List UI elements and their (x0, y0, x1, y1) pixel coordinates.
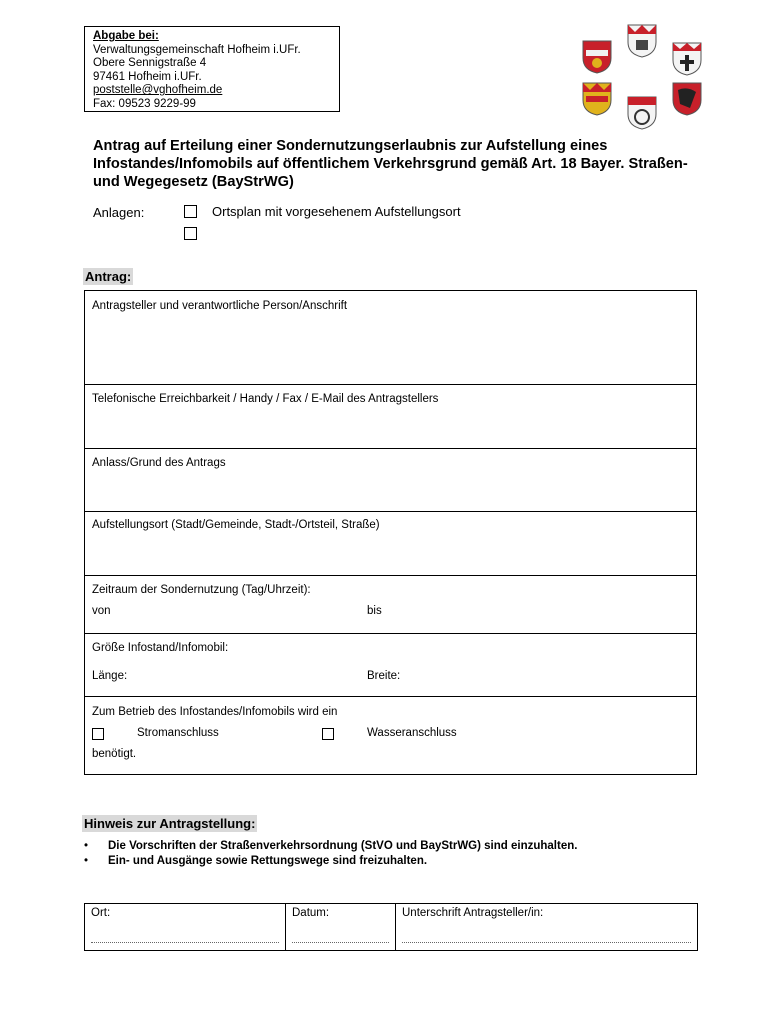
crest-icon (672, 42, 702, 76)
length-label[interactable]: Länge: (92, 670, 128, 682)
antrag-heading: Antrag: (85, 269, 132, 284)
power-checkbox[interactable] (92, 728, 104, 740)
signature-line (402, 942, 691, 943)
date-field[interactable] (285, 904, 395, 950)
place-line (91, 942, 279, 943)
crest-icon (582, 82, 612, 116)
signature-label: Unterschrift Antragsteller/in: (402, 907, 544, 919)
anlagen-label: Anlagen: (93, 205, 145, 220)
size-field (85, 633, 696, 696)
location-label: Aufstellungsort (Stadt/Gemeinde, Stadt-/Ortsteil, Straße) (92, 519, 380, 531)
power-label: Stromanschluss (137, 727, 219, 739)
hinweis-heading: Hinweis zur Antragstellung: (84, 816, 256, 831)
operation-outro: benötigt. (92, 748, 137, 760)
date-line (292, 942, 389, 943)
period-label: Zeitraum der Sondernutzung (Tag/Uhrzeit): (92, 584, 311, 596)
applicant-field[interactable] (85, 291, 696, 384)
address-heading: Abgabe bei: (93, 30, 159, 42)
crest-icon (627, 96, 657, 130)
address-line: Obere Sennigstraße 4 (93, 57, 207, 70)
signature-field[interactable] (395, 904, 697, 950)
size-label: Größe Infostand/Infomobil: (92, 642, 229, 654)
signature-table (84, 903, 698, 951)
address-line: Verwaltungsgemeinschaft Hofheim i.UFr. (93, 43, 301, 56)
anlage-ortsplan-label: Ortsplan mit vorgesehenem Aufstellungsort (212, 204, 461, 219)
crest-icon (582, 40, 612, 74)
width-label[interactable]: Breite: (367, 670, 401, 682)
contact-field[interactable] (85, 384, 696, 448)
reason-label: Anlass/Grund des Antrags (92, 457, 226, 469)
crest-icon (627, 24, 657, 58)
crest-icon (672, 82, 702, 116)
operation-field (85, 696, 696, 775)
anlage-checkbox-other[interactable] (184, 227, 197, 240)
address-box (84, 26, 340, 112)
document-title: Antrag auf Erteilung einer Sondernutzungserlaubnis zur Aufstellung eines Infostandes/Infomobils auf öffentlichem Verkehrsgrund gemäß Art. 18 Bayer. Straßen- und Wegegesetz (BayStrWG) (93, 138, 688, 190)
address-email-link[interactable]: poststelle@vghofheim.de (93, 84, 223, 97)
place-field[interactable] (85, 904, 285, 950)
water-checkbox[interactable] (322, 728, 334, 740)
address-fax: Fax: 09523 9229-99 (93, 97, 196, 110)
water-label: Wasseranschluss (367, 727, 457, 739)
contact-label: Telefonische Erreichbarkeit / Handy / Fax / E-Mail des Antragstellers (92, 393, 439, 405)
period-field (85, 575, 696, 633)
place-label: Ort: (91, 907, 111, 919)
applicant-label: Antragsteller und verantwortliche Person/Anschrift (92, 300, 348, 312)
period-from-label[interactable]: von (92, 605, 111, 617)
hinweis-item: • Ein- und Ausgänge sowie Rettungswege sind freizuhalten. (82, 854, 577, 869)
application-form (84, 290, 697, 775)
period-to-label[interactable]: bis (367, 605, 382, 617)
hinweis-item: • Die Vorschriften der Straßenverkehrsordnung (StVO und BayStrWG) sind einzuhalten. (82, 839, 577, 854)
address-line: 97461 Hofheim i.UFr. (93, 70, 202, 83)
coats-of-arms (578, 20, 708, 132)
date-label: Datum: (292, 907, 330, 919)
location-field[interactable] (85, 511, 696, 575)
reason-field[interactable] (85, 448, 696, 511)
anlage-checkbox-ortsplan[interactable] (184, 205, 197, 218)
hinweis-list (82, 839, 577, 868)
operation-intro: Zum Betrieb des Infostandes/Infomobils wird ein (92, 706, 338, 718)
